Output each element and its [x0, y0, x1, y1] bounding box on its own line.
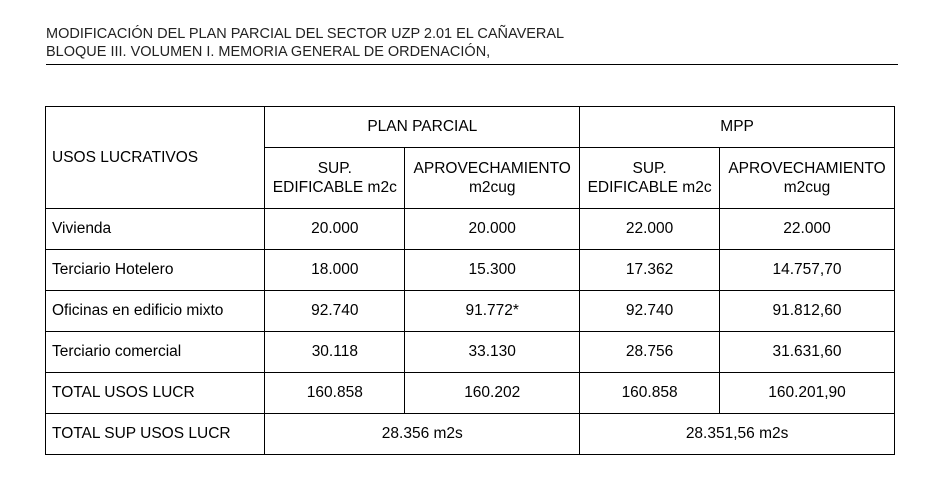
total-sup-row	[46, 414, 895, 455]
uso-cell: Terciario comercial	[46, 332, 265, 373]
pp-aprov-cell: 20.000	[405, 209, 580, 250]
mpp-aprov-header: APROVECHAMIENTO m2cug	[719, 148, 894, 209]
pp-aprov-cell: 33.130	[405, 332, 580, 373]
uso-cell: Oficinas en edificio mixto	[46, 291, 265, 332]
header-title-line: MODIFICACIÓN DEL PLAN PARCIAL DEL SECTOR UZP 2.01 EL CAÑAVERAL	[46, 26, 565, 42]
uso-cell: Vivienda	[46, 209, 265, 250]
table-row	[46, 291, 895, 332]
mpp-sup-cell: 17.362	[580, 250, 720, 291]
table-row	[46, 209, 895, 250]
total-sup-plan: 28.356 m2s	[265, 414, 580, 455]
pp-sup-header: SUP. EDIFICABLE m2c	[265, 148, 405, 209]
mpp-header: MPP	[580, 107, 895, 148]
mpp-aprov-cell: 91.812,60	[719, 291, 894, 332]
mpp-sup-header: SUP. EDIFICABLE m2c	[580, 148, 720, 209]
pp-sup-cell: 20.000	[265, 209, 405, 250]
mpp-aprov-cell: 14.757,70	[719, 250, 894, 291]
total-sup-label: TOTAL SUP USOS LUCR	[46, 414, 265, 455]
pp-aprov-cell: 160.202	[405, 373, 580, 414]
document-header	[46, 25, 898, 65]
usos-lucrativos-table	[45, 106, 895, 455]
total-sup-mpp: 28.351,56 m2s	[580, 414, 895, 455]
plan-parcial-header: PLAN PARCIAL	[265, 107, 580, 148]
mpp-sup-cell: 160.858	[580, 373, 720, 414]
pp-sup-cell: 30.118	[265, 332, 405, 373]
uso-cell: Terciario Hotelero	[46, 250, 265, 291]
table-row	[46, 332, 895, 373]
total-row	[46, 373, 895, 414]
pp-aprov-cell: 91.772*	[405, 291, 580, 332]
table-row	[46, 250, 895, 291]
pp-aprov-header: APROVECHAMIENTO m2cug	[405, 148, 580, 209]
mpp-aprov-cell: 31.631,60	[719, 332, 894, 373]
usos-header-cell: USOS LUCRATIVOS	[46, 107, 265, 209]
mpp-aprov-cell: 22.000	[719, 209, 894, 250]
pp-sup-cell: 160.858	[265, 373, 405, 414]
mpp-aprov-cell: 160.201,90	[719, 373, 894, 414]
mpp-sup-cell: 92.740	[580, 291, 720, 332]
pp-aprov-cell: 15.300	[405, 250, 580, 291]
pp-sup-cell: 18.000	[265, 250, 405, 291]
mpp-sup-cell: 28.756	[580, 332, 720, 373]
header-subtitle-line: BLOQUE III. VOLUMEN I. MEMORIA GENERAL DE ORDENACIÓN,	[46, 44, 491, 60]
mpp-sup-cell: 22.000	[580, 209, 720, 250]
table-header-row	[46, 107, 895, 148]
pp-sup-cell: 92.740	[265, 291, 405, 332]
uso-cell: TOTAL USOS LUCR	[46, 373, 265, 414]
